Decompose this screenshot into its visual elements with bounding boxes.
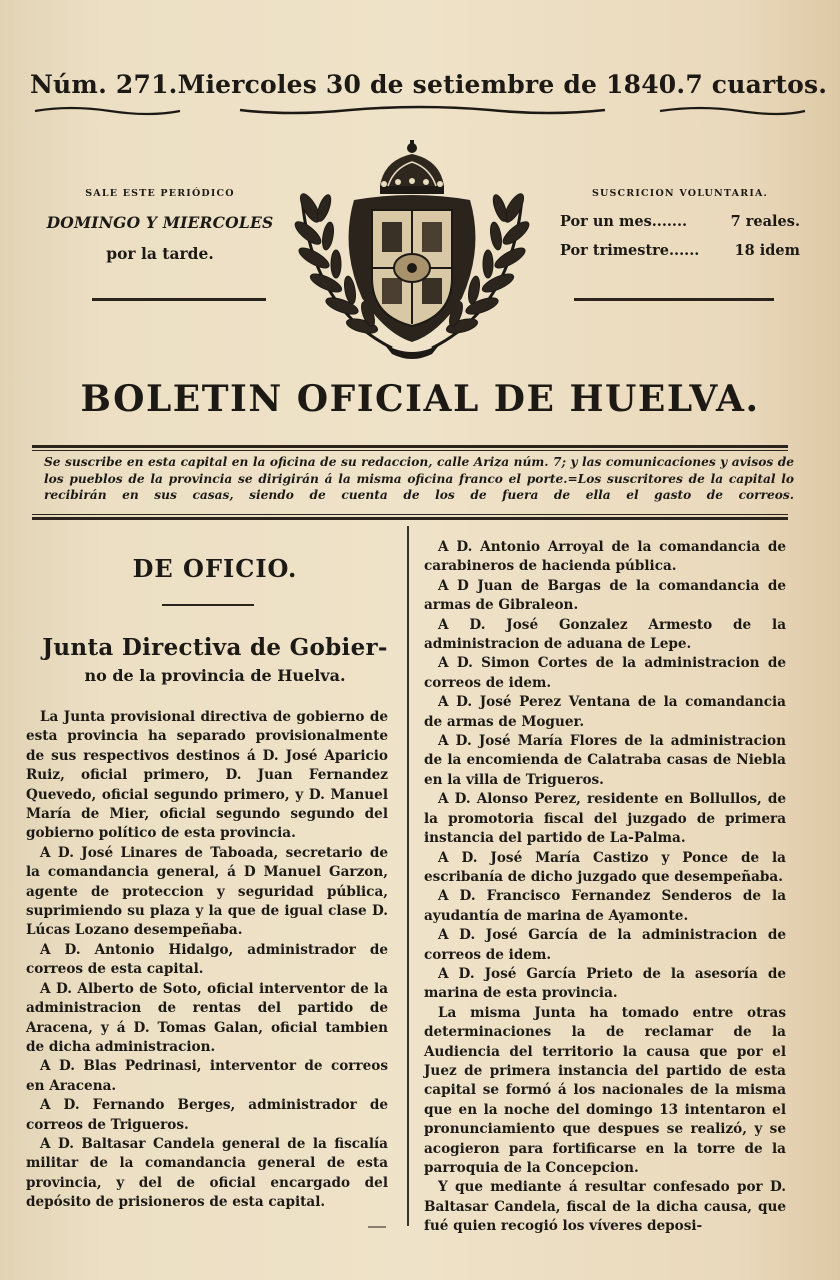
paragraph: A D. José García de la administracion de correos de idem. bbox=[424, 927, 786, 963]
paragraph: A D. Fernando Berges, administrador de correos de Trigueros. bbox=[26, 1097, 388, 1133]
subscription-quarter-label: Por trimestre...... bbox=[560, 242, 700, 259]
paragraph: Y que mediante á resultar confesado por D. Baltasar Candela, fiscal de la dicha causa, que fué quien recogió los víveres deposi- bbox=[424, 1179, 786, 1235]
newspaper-title: BOLETIN OFICIAL DE HUELVA. bbox=[80, 378, 760, 420]
paragraph: A D. José Gonzalez Armesto de la administracion de aduana de Lepe. bbox=[424, 616, 786, 653]
subscription-month-price: 7 reales. bbox=[730, 213, 800, 230]
note-rule-thin bbox=[32, 514, 788, 515]
signature-mark bbox=[368, 1226, 386, 1228]
paragraph: A D. José García Prieto de la asesoría de marina de esta provincia. bbox=[424, 965, 786, 1002]
left-column-text bbox=[26, 708, 388, 1213]
paragraph: A D. José Perez Ventana de la comandancia de armas de Moguer. bbox=[424, 694, 786, 730]
left-rule bbox=[92, 298, 266, 301]
paragraph: A D. Baltasar Candela general de la fiscalía militar de la comandancia general de esta provincia, y del de oficial encargado del depósito de prisioneros de esta capital. bbox=[26, 1135, 388, 1211]
paragraph: La misma Junta ha tomado entre otras determinaciones la de reclamar de la Audiencia del territorio la causa que por el Juez de primera instancia del partido de esta capital se formó á los nacionales de la misma que en la noche del domingo 13 intentaron el pronunciamiento que despues se realizó, y se acogieron para fortificarse en la torre de la parroquia de la Concepcion. bbox=[424, 1004, 786, 1176]
paragraph: A D. José Linares de Taboada, secretario de la comandancia general, á D Manuel Garzon, agente de proteccion y seguridad pública, suprimiendo su plaza y la que de igual clase D. Lúcas Lozano desempeñaba. bbox=[26, 844, 388, 939]
paragraph: A D. Alberto de Soto, oficial interventor de la administracion de rentas del partido de Aracena, y á D. Tomas Galan, oficial tambien de dicha administracion. bbox=[26, 980, 388, 1055]
coat-of-arms-icon bbox=[272, 138, 552, 363]
issue-price: 7 cuartos. bbox=[685, 70, 828, 99]
subscription-row-quarter bbox=[560, 242, 800, 259]
paragraph: A D. Simon Cortes de la administracion de correos de idem. bbox=[424, 655, 786, 691]
issue-number: Núm. 271. bbox=[30, 70, 178, 99]
note-rule-bottom bbox=[32, 517, 788, 520]
paragraph: A D. José María Castizo y Ponce de la escribanía de dicho juzgado que desempeñaba. bbox=[424, 849, 786, 885]
right-column-text bbox=[424, 538, 786, 1237]
right-rule bbox=[574, 298, 774, 301]
subscription-quarter-price: 18 idem bbox=[734, 242, 800, 259]
paragraph: A D. Antonio Hidalgo, administrador de correos de esta capital. bbox=[26, 941, 388, 978]
paragraph: La Junta provisional directiva de gobierno de esta provincia ha separado provisionalmente de sus respectivos destinos á D. José Aparicio Ruiz, oficial primero, D. Juan Fernandez Quevedo, oficial segundo primero, y D. Manuel María de Mier, oficial segundo segundo del gobierno político de esta provincia. bbox=[26, 709, 388, 842]
publication-line: SALE ESTE PERIÓDICO bbox=[85, 188, 235, 199]
paragraph: A D. Francisco Fernandez Senderos de la ayudantía de marina de Ayamonte. bbox=[424, 888, 786, 924]
paragraph: A D. Alonso Perez, residente en Bollullos, de la promotoria fiscal del juzgado de primera instancia del partido de La-Palma. bbox=[424, 791, 786, 847]
subscription-note: Se suscribe en esta capital en la oficina de su redaccion, calle Ariza núm. 7; y las comunicaciones y avisos de los pueblos de la provincia se dirigirán á la misma oficina franco el porte.=Los suscritores de la capital lo recibirán en sus casas, siendo de cuenta de los de fuera de ella el gasto de correos. bbox=[44, 455, 794, 502]
section-heading: DE OFICIO. bbox=[132, 554, 298, 583]
title-rule-top bbox=[32, 445, 788, 448]
publication-days: DOMINGO Y MIERCOLES bbox=[46, 213, 274, 232]
section-rule bbox=[162, 604, 254, 606]
subscription-box bbox=[560, 188, 800, 259]
paragraph: A D Juan de Bargas de la comandancia de armas de Gibraleon. bbox=[424, 577, 786, 614]
issue-date: Miercoles 30 de setiembre de 1840. bbox=[177, 70, 686, 99]
subscription-heading: SUSCRICION VOLUNTARIA. bbox=[591, 188, 769, 199]
article-subheading: no de la provincia de Huelva. bbox=[84, 666, 346, 685]
subscription-month-label: Por un mes....... bbox=[560, 213, 688, 230]
article-heading: Junta Directiva de Gobier- bbox=[42, 634, 388, 661]
paragraph: A D. Blas Pedrinasi, interventor de correos en Aracena. bbox=[26, 1058, 388, 1094]
publication-schedule bbox=[40, 188, 280, 263]
masthead-flourish bbox=[30, 104, 810, 118]
subscription-row-month bbox=[560, 213, 800, 230]
column-divider bbox=[407, 526, 409, 1226]
paragraph: A D. José María Flores de la administracion de la encomienda de Calatraba casas de Niebla en la villa de Trigueros. bbox=[424, 733, 786, 788]
publication-time: por la tarde. bbox=[106, 244, 214, 263]
title-rule-top-thin bbox=[32, 450, 788, 451]
paragraph: A D. Antonio Arroyal de la comandancia de carabineros de hacienda pública. bbox=[424, 539, 786, 575]
